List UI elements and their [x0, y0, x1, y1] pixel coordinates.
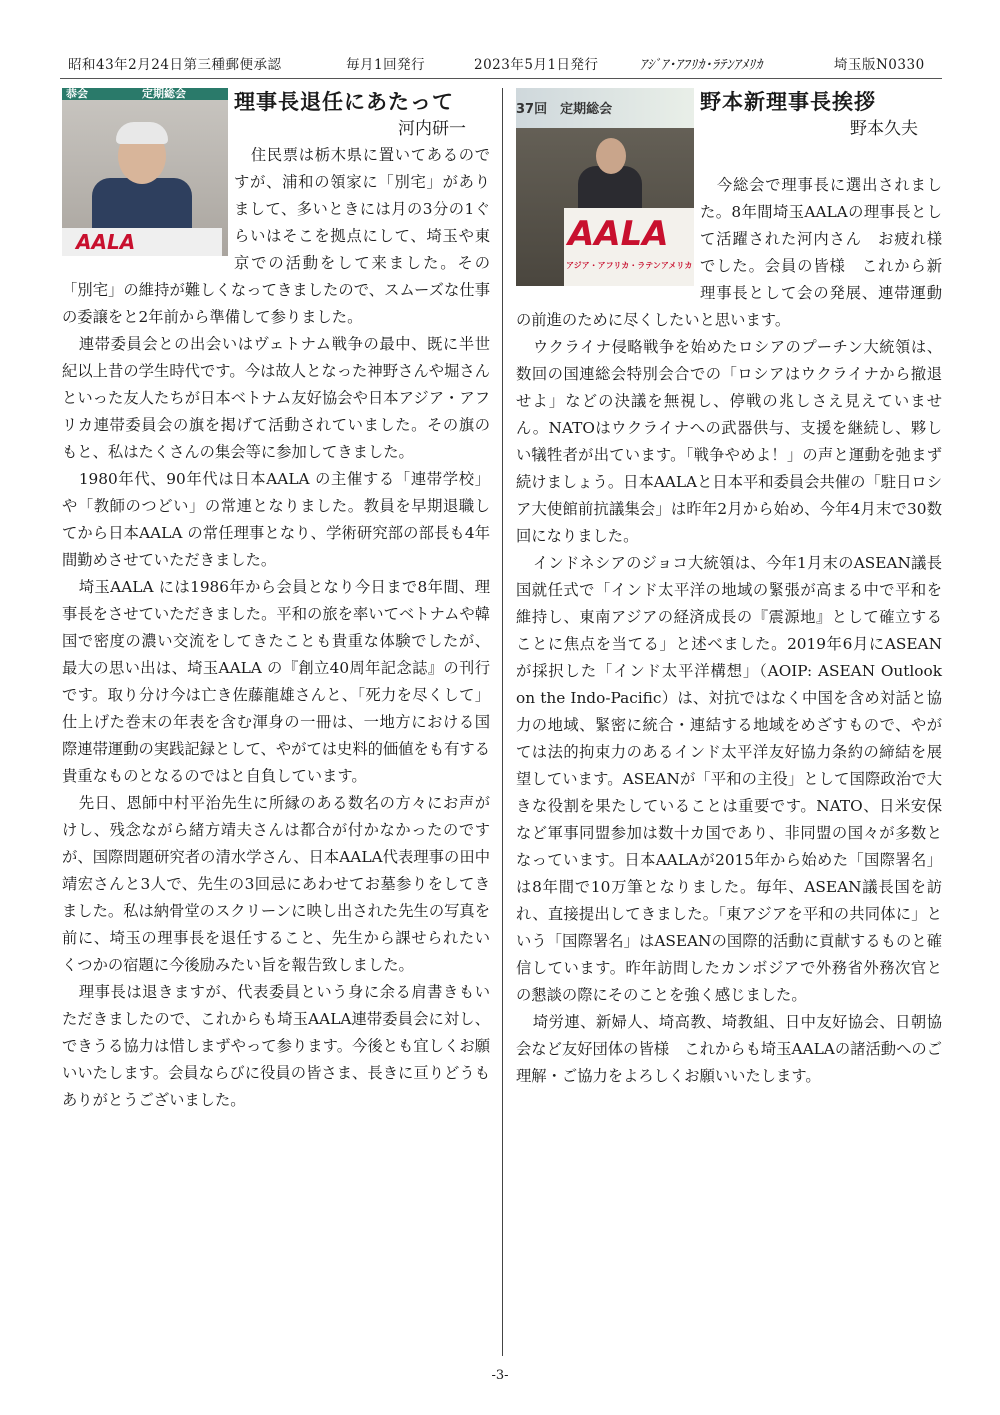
publication-frequency: 毎月1回発行	[346, 57, 426, 73]
paragraph: インドネシアのジョコ大統領は、今年1月末のASEAN議長国就任式で「インド太平洋の地域の緊張が高まる中で平和を維持し、東南アジアの経済成長の『震源地』として確立することに焦点を当てる」と述べました。2019年6月にASEANが採択した「インド太平洋構想」（AOIP: ASEAN Outlook on the Indo-Pacific）は、対抗ではなく中国を含め対話と協力の地域、緊密に統合・連結する地域をめざすもので、やがては法的拘束力のあるインド太平洋友好協力条約の締結を展望しています。ASEANが「平和の主役」として国際政治で大きな役割を果たしていることは重要です。NATO、日米安保など軍事同盟参加は数十カ国であり、非同盟の国々が多数となっています。日本AALAが2015年から始めた「国際署名」は8年間で10万筆となりました。毎年、ASEAN議長国を訪れ、直接提出してきました。「東アジアを平和の共同体に」という「国際署名」はASEANの国際的活動に貢献するものと確信しています。昨年訪問したカンボジアで外務省外務次官との懇談の際にそのことを強く感じました。	[516, 554, 942, 1004]
organization-name: ｱｼﾞｱ･ｱﾌﾘｶ･ﾗﾃﾝｱﾒﾘｶ	[640, 57, 763, 73]
article-left	[62, 88, 490, 1114]
column-divider	[502, 88, 503, 1356]
page-number: -3-	[491, 1368, 509, 1383]
article-body-right	[516, 172, 942, 1090]
page-header	[60, 48, 942, 79]
author-left: 河内研一	[398, 119, 466, 139]
article-body-left	[62, 142, 490, 1114]
postal-permit: 昭和43年2月24日第三種郵便承認	[68, 57, 282, 73]
article-title-left: 理事長退任にあたって	[234, 89, 454, 114]
paragraph: 住民票は栃木県に置いてあるのですが、浦和の領家に「別宅」がありまして、多いときには月の3分の1ぐらいはそこを拠点にして、埼玉や東京での活動をして来ました。その「別宅」の維持が難しくなってきましたので、スムーズな仕事の委譲をと2年前から準備して参りました。	[62, 146, 490, 326]
speaker-photo-right: 37回 定期総会 AALA アジア・アフリカ・ラテンアメリカ	[516, 88, 694, 286]
article-title-right: 野本新理事長挨拶	[700, 89, 876, 114]
article-right	[516, 88, 942, 1090]
banner-strip: 恭会 定期総会	[62, 88, 228, 100]
paragraph: ウクライナ侵略戦争を始めたロシアのプーチン大統領は、数回の国連総会特別会合での「ロシアはウクライナから撤退せよ」などの決議を無視し、停戦の兆しさえ見えていません。NATOはウクライナへの武器供与、支援を継続し、夥しい犠牲者が出ています。「戦争やめよ！」の声と運動を弛まず続けましょう。日本AALAと日本平和委員会共催の「駐日ロシア大使館前抗議集会」は昨年2月から始め、今年4月末で30数回になりました。	[516, 338, 942, 545]
issue-date: 2023年5月1日発行	[474, 57, 599, 73]
paragraph: 理事長は退きますが、代表委員という身に余る肩書きもいただきましたので、これからも埼玉AALA連帯委員会に対し、できうる協力は惜しまずやって参ります。今後とも宜しくお願いいたします。会員ならびに役員の皆さま、長きに亘りどうもありがとうございました。	[62, 983, 490, 1109]
paragraph: 1980年代、90年代は日本AALA の主催する「連帯学校」や「教師のつどい」の常連となりました。教員を早期退職してから日本AALA の常任理事となり、学術研究部の部長も4年間勤めさせていただきました。	[62, 470, 490, 569]
paragraph: 先日、恩師中村平治先生に所縁のある数名の方々にお声がけし、残念ながら緒方靖夫さんは都合が付かなかったのですが、国際問題研究者の清水学さん、日本AALA代表理事の田中靖宏さんと3人で、先生の3回忌にあわせてお墓参りをしてきました。私は納骨堂のスクリーンに映し出された先生の写真を前に、埼玉の理事長を退任すること、先生から課せられたいくつかの宿題に今後励みたい旨を報告致しました。	[62, 794, 491, 974]
paragraph: 連帯委員会との出会いはヴェトナム戦争の最中、既に半世紀以上昔の学生時代です。今は故人となった神野さんや堀さんといった友人たちが日本ベトナム友好協会や日本アジア・アフリカ連帯委員会の旗を掲げて活動されていました。その旗のもと、私はたくさんの集会等に参加してきました。	[62, 335, 490, 461]
paragraph: 今総会で理事長に選出されました。8年間埼玉AALAの理事長として活躍された河内さん お疲れ様でした。会員の皆様 これから新理事長として会の発展、連帯運動の前進のために尽くしたいと思います。	[516, 176, 942, 329]
edition-number: 埼玉版N0330	[834, 57, 925, 73]
paragraph: 埼労連、新婦人、埼高教、埼教組、日中友好協会、日朝協会など友好団体の皆様 これからも埼玉AALAの諸活動へのご理解・ご協力をよろしくお願いいたします。	[516, 1013, 942, 1085]
speaker-photo-left: 恭会 定期総会 AALA	[62, 88, 228, 256]
author-right: 野本久夫	[850, 119, 918, 139]
meeting-banner: 37回 定期総会	[516, 88, 694, 128]
paragraph: 埼玉AALA には1986年から会員となり今日まで8年間、理事長をさせていただきました。平和の旅を率いてベトナムや韓国で密度の濃い交流をしてきたことも貴重な体験でしたが、最大の思い出は、埼玉AALA の『創立40周年記念誌』の刊行です。取り分け今は亡き佐藤龍雄さんと、「死力を尽くして」仕上げた巻末の年表を含む渾身の一冊は、一地方における国際連帯運動の実践記録として、やがては史料的価値をも有する貴重なものとなるのではと自負しています。	[62, 578, 491, 785]
